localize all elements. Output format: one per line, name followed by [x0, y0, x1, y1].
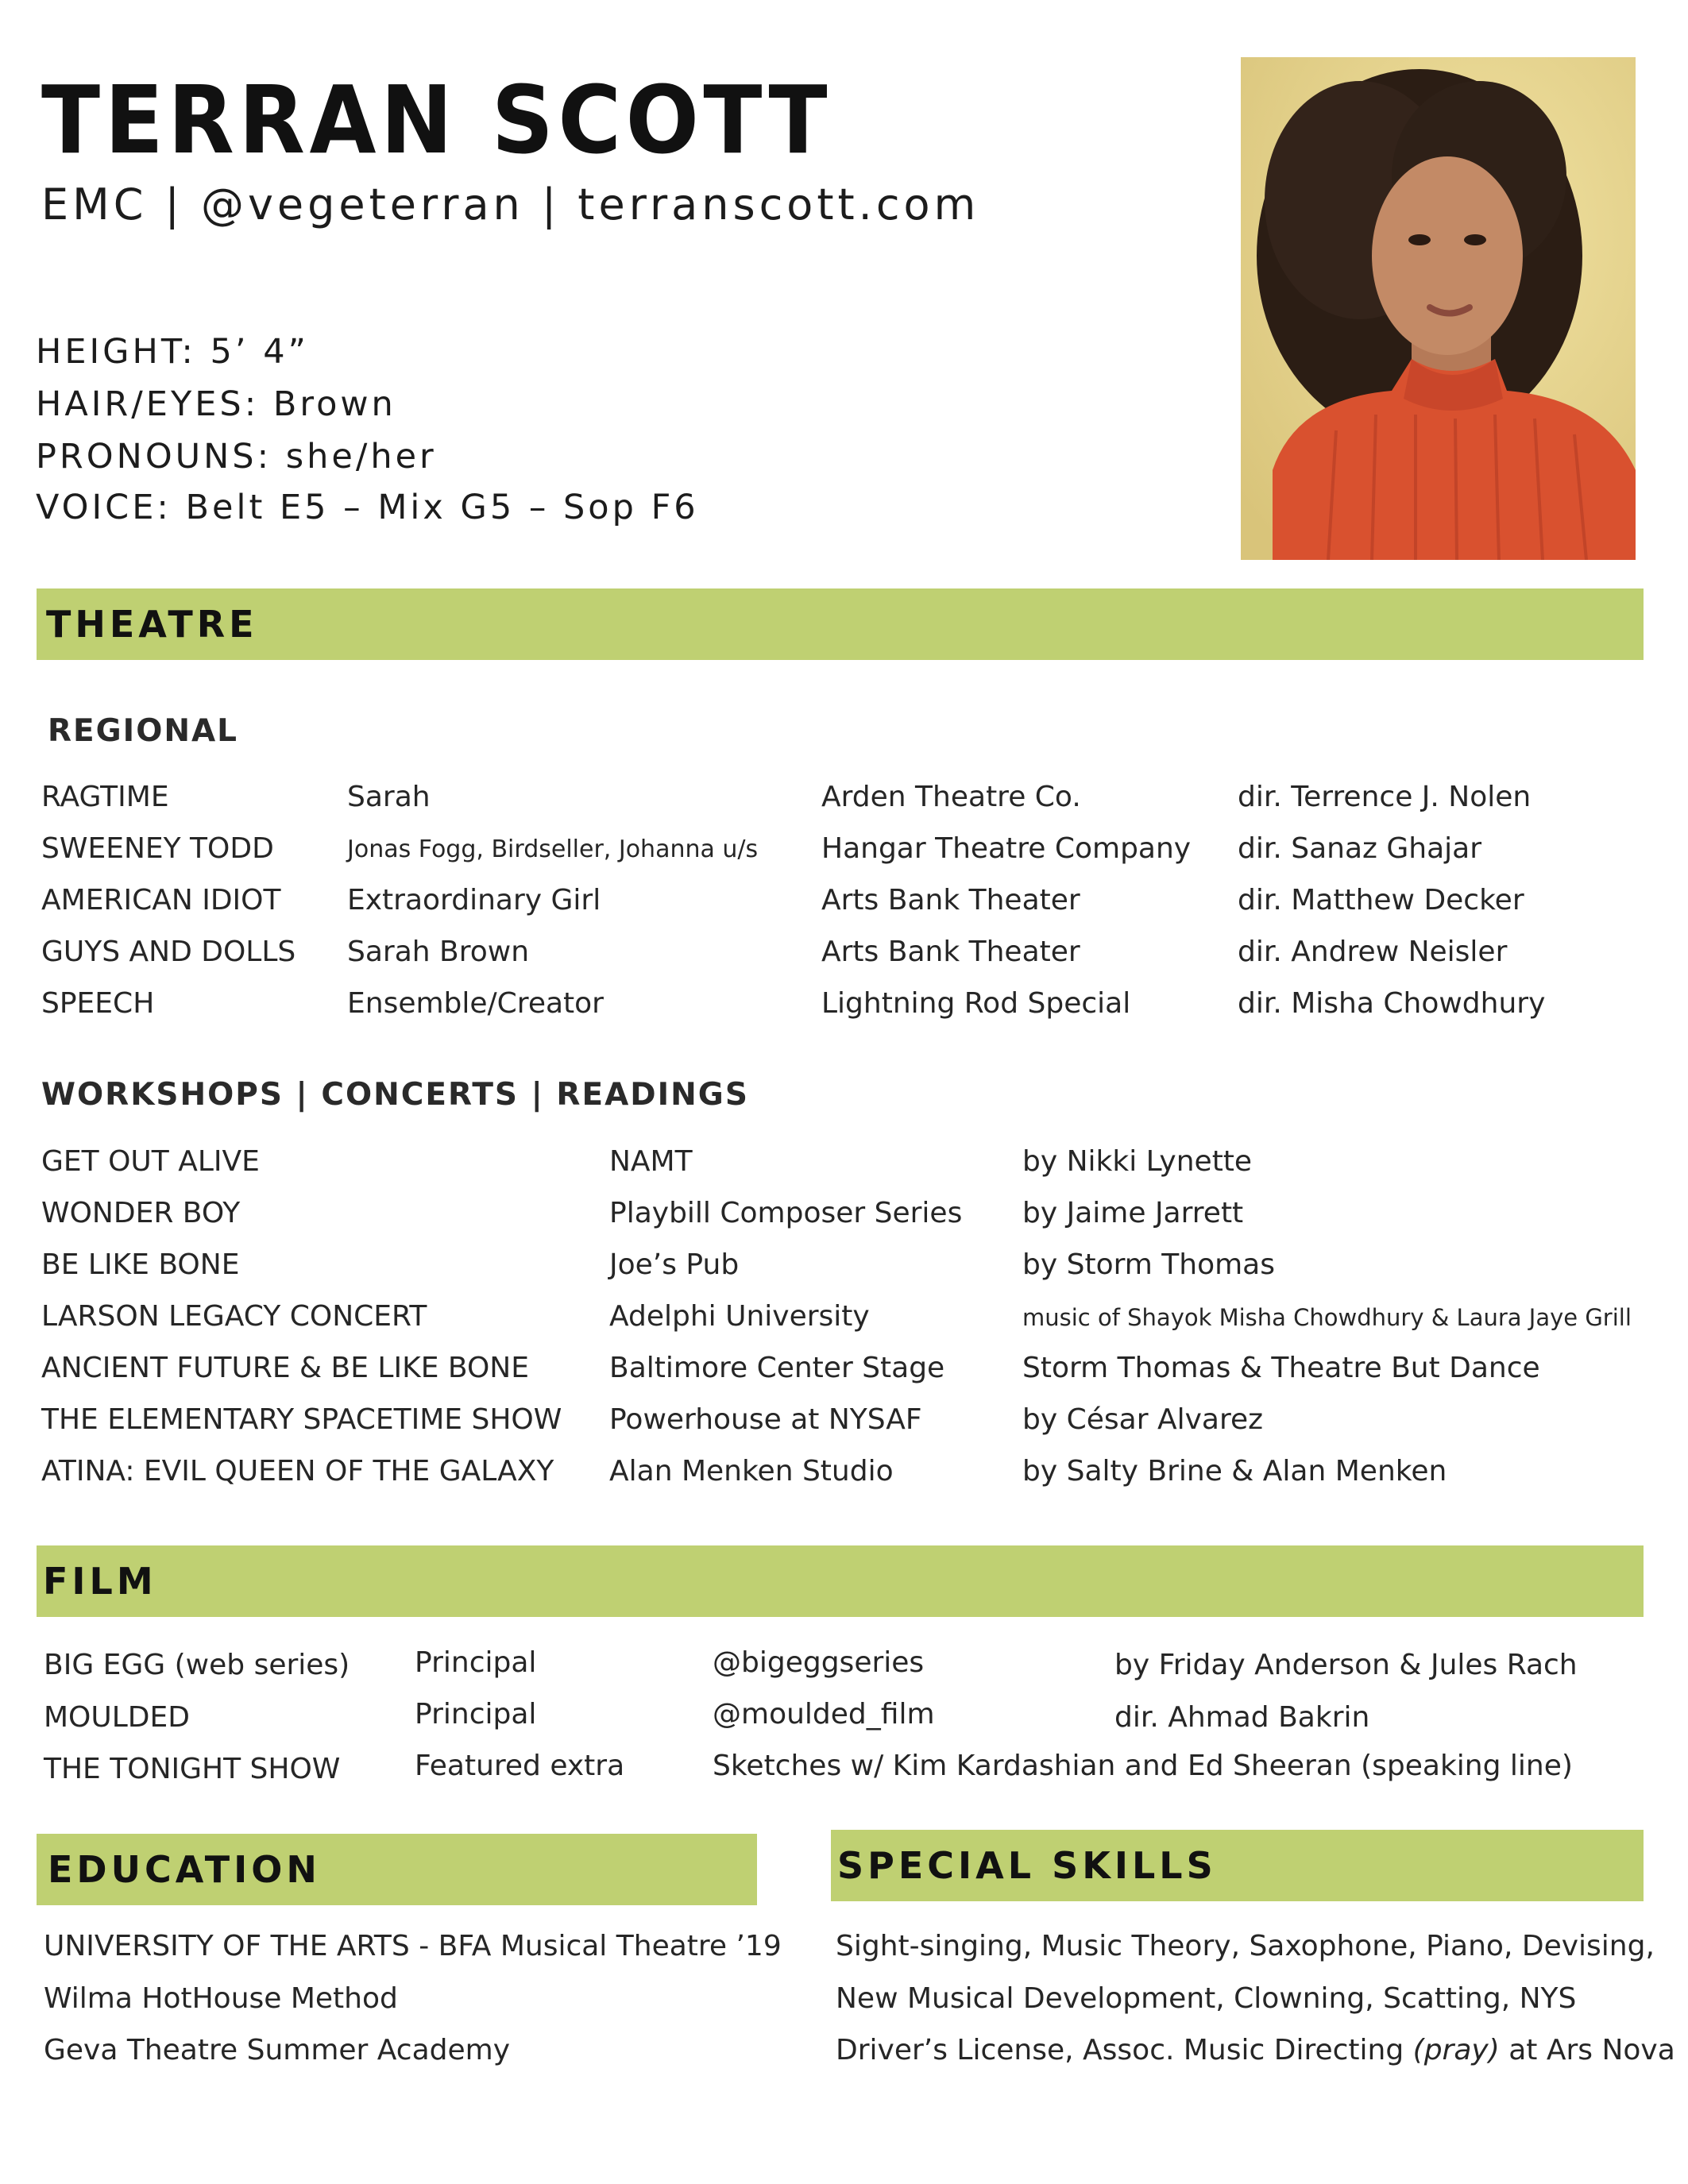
film-credit: by Friday Anderson & Jules Rach	[1114, 1649, 1578, 1681]
stat-height: HEIGHT: 5’ 4”	[36, 332, 309, 372]
regional-show: RAGTIME	[41, 781, 169, 813]
workshop-venue: Joe’s Pub	[609, 1248, 740, 1281]
special-skills-section-bar	[831, 1830, 1644, 1901]
workshop-venue: Alan Menken Studio	[609, 1455, 894, 1488]
regional-director: dir. Andrew Neisler	[1238, 936, 1508, 968]
workshop-title: GET OUT ALIVE	[41, 1145, 260, 1178]
education-line: Geva Theatre Summer Academy	[44, 2034, 511, 2066]
film-handle: @bigeggseries	[713, 1646, 925, 1679]
theatre-section-bar	[37, 588, 1644, 660]
theatre-heading: THEATRE	[46, 603, 258, 646]
film-role: Principal	[415, 1646, 537, 1679]
education-heading: EDUCATION	[48, 1848, 321, 1891]
workshop-title: ANCIENT FUTURE & BE LIKE BONE	[41, 1352, 529, 1384]
regional-heading: REGIONAL	[48, 713, 239, 749]
film-title: THE TONIGHT SHOW	[44, 1753, 341, 1785]
workshops-heading: WORKSHOPS | CONCERTS | READINGS	[41, 1077, 749, 1113]
workshop-title: ATINA: EVIL QUEEN OF THE GALAXY	[41, 1455, 554, 1488]
stat-pronouns: PRONOUNS: she/her	[36, 437, 437, 477]
skills-line-text: Driver’s License, Assoc. Music Directing	[836, 2034, 1413, 2066]
regional-venue: Lightning Rod Special	[821, 987, 1131, 1020]
film-handle: @moulded_film	[713, 1698, 935, 1731]
workshop-creator: by Jaime Jarrett	[1022, 1197, 1244, 1229]
workshop-title: THE ELEMENTARY SPACETIME SHOW	[41, 1403, 562, 1436]
film-role: Featured extra	[415, 1750, 625, 1782]
skills-line: New Musical Development, Clowning, Scatting, NYS	[836, 1982, 1577, 2015]
workshop-creator: by Storm Thomas	[1022, 1248, 1275, 1281]
headshot-illustration	[1241, 57, 1636, 560]
stat-voice: VOICE: Belt E5 – Mix G5 – Sop F6	[36, 488, 699, 527]
workshop-title: WONDER BOY	[41, 1197, 241, 1229]
workshop-title: LARSON LEGACY CONCERT	[41, 1300, 427, 1333]
film-heading: FILM	[43, 1560, 157, 1603]
skills-line: Sight-singing, Music Theory, Saxophone, Piano, Devising,	[836, 1930, 1655, 1962]
regional-show: SPEECH	[41, 987, 155, 1020]
regional-venue: Hangar Theatre Company	[821, 832, 1192, 865]
film-section-bar	[37, 1545, 1644, 1617]
workshop-creator: music of Shayok Misha Chowdhury & Laura Jaye Grill	[1022, 1304, 1632, 1331]
regional-show: GUYS AND DOLLS	[41, 936, 296, 968]
regional-role: Sarah Brown	[347, 936, 530, 968]
film-title: MOULDED	[44, 1701, 190, 1734]
regional-role: Sarah	[347, 781, 431, 813]
headshot-photo	[1241, 57, 1636, 560]
workshop-venue: NAMT	[609, 1145, 693, 1178]
education-line: UNIVERSITY OF THE ARTS - BFA Musical Theatre ’19	[44, 1930, 782, 1962]
regional-role: Extraordinary Girl	[347, 884, 601, 916]
actor-name: TERRAN SCOTT	[41, 65, 832, 175]
regional-show: SWEENEY TODD	[41, 832, 274, 865]
workshop-creator: Storm Thomas & Theatre But Dance	[1022, 1352, 1540, 1384]
workshop-title: BE LIKE BONE	[41, 1248, 240, 1281]
education-section-bar	[37, 1834, 757, 1905]
stat-hair-eyes: HAIR/EYES: Brown	[36, 384, 396, 424]
contact-line: EMC | @vegeterran | terranscott.com	[41, 179, 980, 230]
regional-director: dir. Misha Chowdhury	[1238, 987, 1546, 1020]
workshop-venue: Powerhouse at NYSAF	[609, 1403, 922, 1436]
workshop-venue: Playbill Composer Series	[609, 1197, 963, 1229]
skills-line-italic: (pray)	[1412, 2034, 1500, 2066]
regional-director: dir. Sanaz Ghajar	[1238, 832, 1482, 865]
skills-line-text: at Ars Nova	[1499, 2034, 1675, 2066]
regional-venue: Arts Bank Theater	[821, 884, 1080, 916]
film-handle: Sketches w/ Kim Kardashian and Ed Sheeran (speaking line)	[713, 1750, 1573, 1782]
workshop-creator: by Nikki Lynette	[1022, 1145, 1253, 1178]
regional-role: Jonas Fogg, Birdseller, Johanna u/s	[347, 835, 759, 863]
regional-venue: Arts Bank Theater	[821, 936, 1080, 968]
workshop-venue: Adelphi University	[609, 1300, 870, 1333]
education-line: Wilma HotHouse Method	[44, 1982, 398, 2015]
workshop-creator: by Salty Brine & Alan Menken	[1022, 1455, 1447, 1488]
regional-venue: Arden Theatre Co.	[821, 781, 1081, 813]
special-skills-heading: SPECIAL SKILLS	[837, 1844, 1217, 1887]
film-role: Principal	[415, 1698, 537, 1731]
film-credit: dir. Ahmad Bakrin	[1114, 1701, 1370, 1734]
regional-show: AMERICAN IDIOT	[41, 884, 281, 916]
regional-director: dir. Terrence J. Nolen	[1238, 781, 1532, 813]
workshop-creator: by César Alvarez	[1022, 1403, 1263, 1436]
workshop-venue: Baltimore Center Stage	[609, 1352, 945, 1384]
regional-role: Ensemble/Creator	[347, 987, 604, 1020]
regional-director: dir. Matthew Decker	[1238, 884, 1524, 916]
skills-line	[836, 2034, 1675, 2066]
film-title: BIG EGG (web series)	[44, 1649, 350, 1681]
